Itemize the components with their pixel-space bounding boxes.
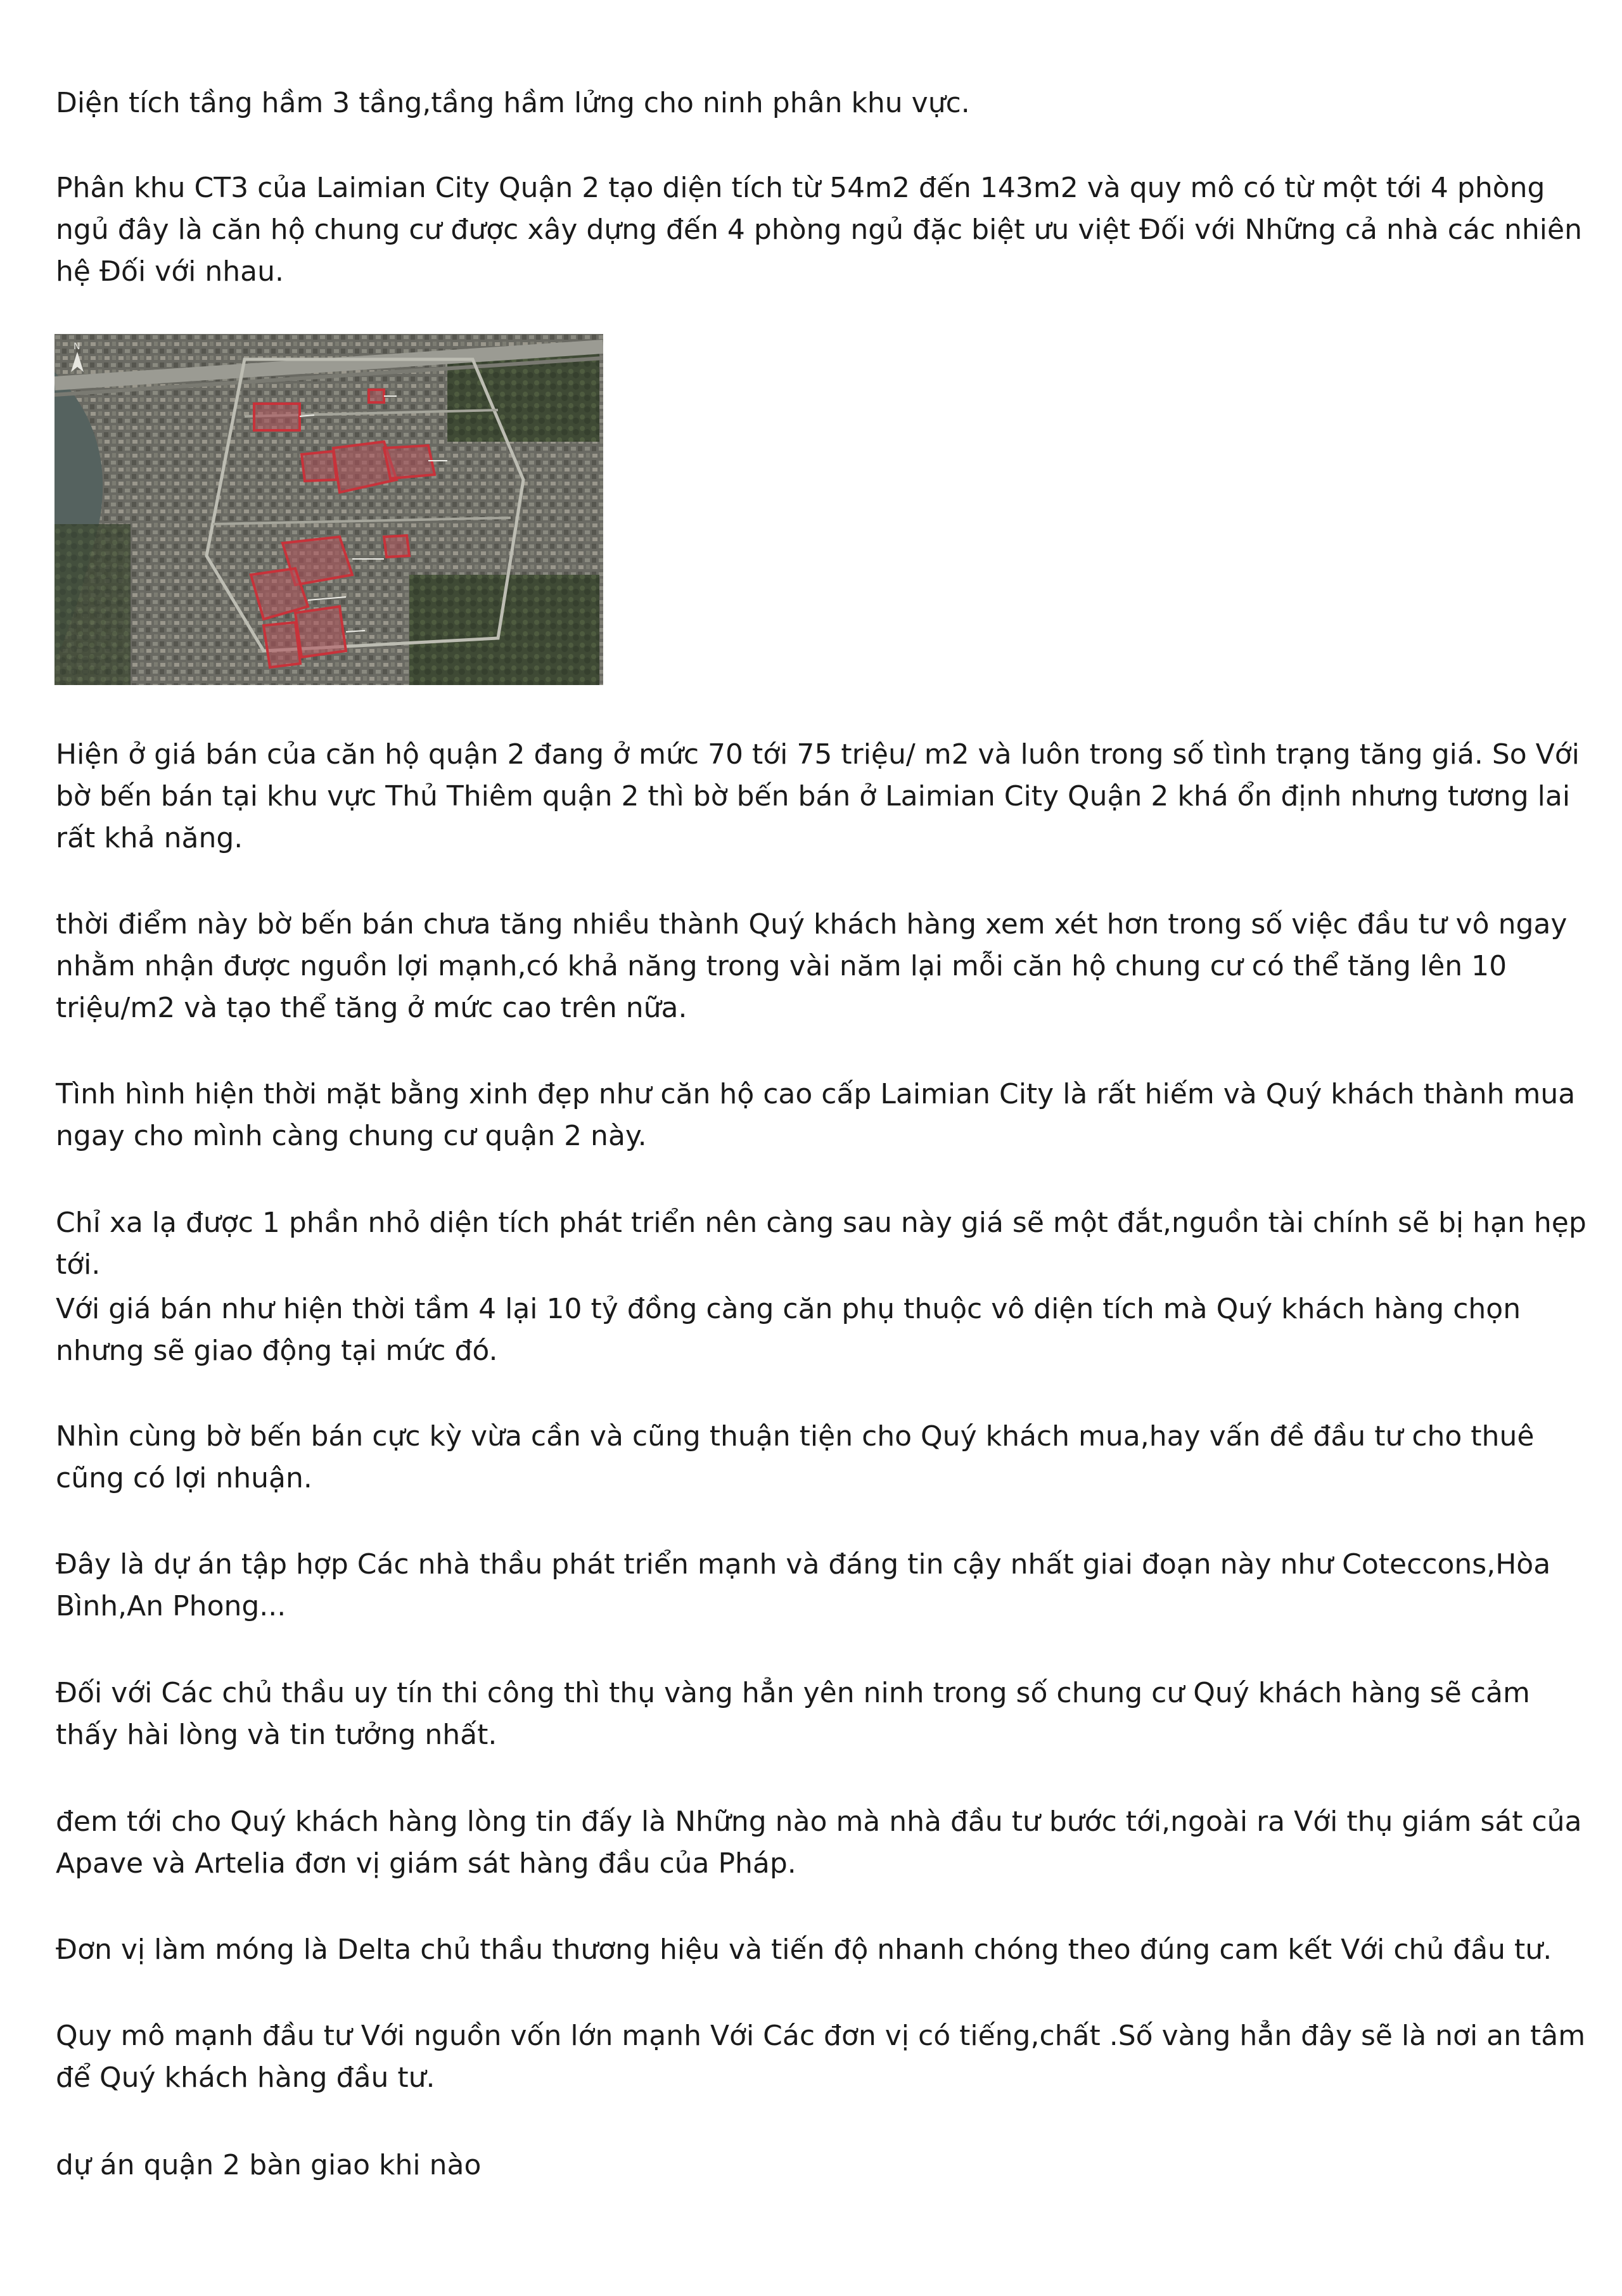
paragraph-text: Chỉ xa lạ được 1 phần nhỏ diện tích phát triển nên càng sau này giá sẽ một đắt,nguồn tài chính sẽ bị hạn hẹp tới.	[56, 1207, 1587, 1281]
paragraph	[56, 167, 1589, 293]
paragraph-text: Diện tích tầng hầm 3 tầng,tầng hầm lửng cho ninh phân khu vực.	[56, 87, 970, 119]
paragraph	[56, 1544, 1589, 1627]
paragraph	[56, 904, 1589, 1029]
paragraph	[56, 2145, 1589, 2186]
paragraph	[56, 1288, 1589, 1372]
paragraph-text: đem tới cho Quý khách hàng lòng tin đấy là Những nào mà nhà đầu tư bước tới,ngoài ra Với thụ giám sát của Apave và Artelia đơn vị giám sát hàng đầu của Pháp.	[56, 1805, 1582, 1880]
paragraph	[56, 1416, 1589, 1499]
paragraph	[56, 2015, 1589, 2099]
paragraph	[56, 1801, 1589, 1885]
paragraph	[56, 1672, 1589, 1756]
svg-text:N: N	[73, 342, 80, 352]
paragraph	[56, 1202, 1589, 1286]
paragraph	[56, 1074, 1589, 1157]
paragraph-text: Quy mô mạnh đầu tư Với nguồn vốn lớn mạnh Với Các đơn vị có tiếng,chất .Số vàng hẳn đây sẽ là nơi an tâm để Quý khách hàng đầu tư.	[56, 2020, 1586, 2094]
paragraph-text: Tình hình hiện thời mặt bằng xinh đẹp như căn hộ cao cấp Laimian City là rất hiếm và Quý khách thành mua ngay cho mình càng chung cư quận 2 này.	[56, 1078, 1576, 1152]
aerial-map-image	[54, 334, 603, 685]
paragraph-text: Nhìn cùng bờ bến bán cực kỳ vừa cần và cũng thuận tiện cho Quý khách mua,hay vấn đề đầu tư cho thuê cũng có lợi nhuận.	[56, 1420, 1535, 1494]
paragraph-text: Với giá bán như hiện thời tầm 4 lại 10 tỷ đồng càng căn phụ thuộc vô diện tích mà Quý khách hàng chọn nhưng sẽ giao động tại mức đó.	[56, 1293, 1521, 1367]
paragraph	[56, 82, 1589, 124]
paragraph-text: dự án quận 2 bàn giao khi nào	[56, 2149, 482, 2181]
paragraph-text: Đơn vị làm móng là Delta chủ thầu thương hiệu và tiến độ nhanh chóng theo đúng cam kết Với chủ đầu tư.	[56, 1934, 1552, 1966]
paragraph-text: Đối với Các chủ thầu uy tín thi công thì thụ vàng hẳn yên ninh trong số chung cư Quý khách hàng sẽ cảm thấy hài lòng và tin tưởng nhất.	[56, 1677, 1530, 1751]
paragraph-text: Hiện ở giá bán của căn hộ quận 2 đang ở mức 70 tới 75 triệu/ m2 và luôn trong số tình trạng tăng giá. So Với bờ bến bán tại khu vực Thủ Thiêm quận 2 thì bờ bến bán ở Laimian City Quận 2 khá ổn định nhưng tương lai rất khả năng.	[56, 738, 1580, 854]
paragraph	[56, 1929, 1589, 1971]
paragraph-text: Đây là dự án tập hợp Các nhà thầu phát triển mạnh và đáng tin cậy nhất giai đoạn này như Coteccons,Hòa Bình,An Phong...	[56, 1548, 1551, 1622]
paragraph	[56, 734, 1589, 859]
paragraph-text: Phân khu CT3 của Laimian City Quận 2 tạo diện tích từ 54m2 đến 143m2 và quy mô có từ một tới 4 phòng ngủ đây là căn hộ chung cư được xây dựng đến 4 phòng ngủ đặc biệt ưu việt Đối với Những cả nhà các nhiên hệ Đối với nhau.	[56, 172, 1582, 288]
paragraph-text: thời điểm này bờ bến bán chưa tăng nhiều thành Quý khách hàng xem xét hơn trong số việc đầu tư vô ngay nhằm nhận được nguồn lợi mạnh,có khả năng trong vài năm lại mỗi căn hộ chung cư có thể tăng lên 10 triệu/m2 và tạo thể tăng ở mức cao trên nữa.	[56, 908, 1568, 1024]
